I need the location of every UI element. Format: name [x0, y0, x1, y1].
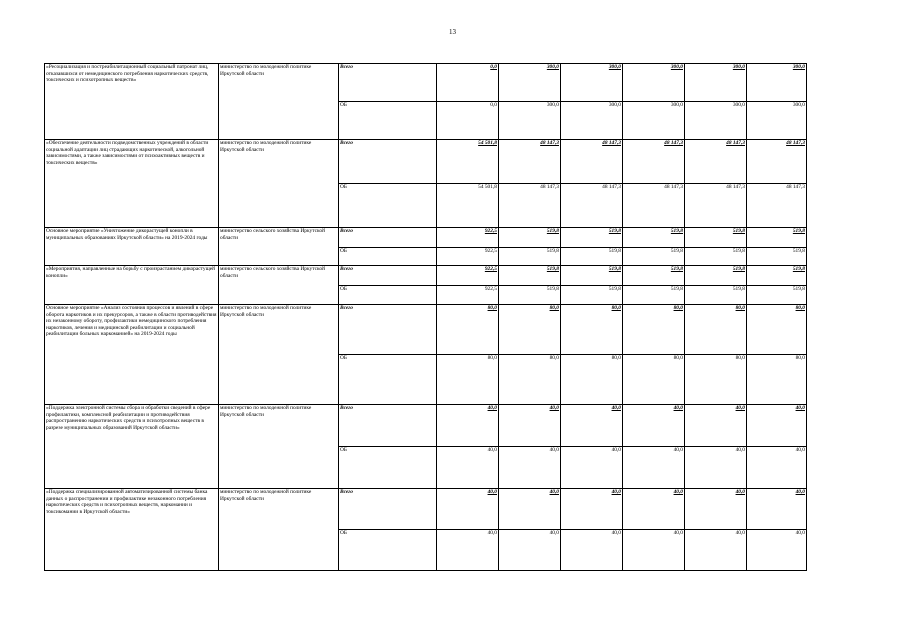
total-amount-cell: 80,0 [437, 305, 499, 355]
funding-source-ob-label: ОБ [339, 184, 437, 228]
ob-amount-cell: 80,0 [747, 355, 807, 405]
total-amount-cell: 48 147,3 [499, 140, 561, 184]
total-amount-cell: 519,8 [685, 228, 747, 248]
total-amount-cell: 40,0 [623, 405, 685, 447]
table-row [45, 305, 807, 355]
funding-source-ob-label: ОБ [339, 447, 437, 489]
total-amount-cell: 922,5 [437, 228, 499, 248]
total-amount-cell: 40,0 [685, 405, 747, 447]
total-amount-cell: 48 147,3 [685, 140, 747, 184]
ob-amount-cell: 48 147,3 [499, 184, 561, 228]
total-amount-cell: 80,0 [747, 305, 807, 355]
funding-source-ob-label: ОБ [339, 355, 437, 405]
ob-amount-cell: 80,0 [623, 355, 685, 405]
activity-name: Основное мероприятие «Анализ состояния процессов и явлений в сфере оборота наркотиков и их прекурсоров, а также в области противодействия их незаконному обороту, профилактики немедицинского потребления наркотиков, лечения и медицинской реабилитации и социальной реабилитации больных наркоманией» на 2019-2024 годы [45, 305, 219, 405]
ob-amount-cell: 40,0 [623, 530, 685, 571]
total-amount-cell: 40,0 [747, 405, 807, 447]
total-amount-cell: 54 501,8 [437, 140, 499, 184]
responsible-executor: министерство по молодежной политике Иркутской области [219, 489, 339, 571]
ob-amount-cell: 48 147,3 [685, 184, 747, 228]
ob-amount-cell: 40,0 [747, 530, 807, 571]
ob-amount-cell: 0,0 [437, 102, 499, 140]
ob-amount-cell: 40,0 [747, 447, 807, 489]
funding-source-total-label: Всего [339, 64, 437, 102]
ob-amount-cell: 519,8 [685, 248, 747, 266]
total-amount-cell: 40,0 [561, 489, 623, 530]
funding-source-total-label: Всего [339, 140, 437, 184]
activity-name: «Мероприятия, направленные на борьбу с произрастанием дикорастущей конопли» [45, 266, 219, 305]
ob-amount-cell: 48 147,3 [623, 184, 685, 228]
funding-source-ob-label: ОБ [339, 102, 437, 140]
ob-amount-cell: 519,8 [499, 286, 561, 305]
total-amount-cell: 519,8 [561, 228, 623, 248]
total-amount-cell: 519,8 [685, 266, 747, 286]
total-amount-cell: 40,0 [437, 405, 499, 447]
ob-amount-cell: 519,8 [623, 248, 685, 266]
responsible-executor: министерство по молодежной политике Иркутской области [219, 140, 339, 228]
ob-amount-cell: 40,0 [623, 447, 685, 489]
page-number: 13 [449, 28, 456, 36]
total-amount-cell: 40,0 [685, 489, 747, 530]
activity-name: Основное мероприятие «Уничтожение дикорастущей конопли в муниципальных образованиях Иркутской области» на 2019-2024 годы [45, 228, 219, 266]
funding-source-total-label: Всего [339, 489, 437, 530]
ob-amount-cell: 519,8 [747, 248, 807, 266]
funding-source-total-label: Всего [339, 266, 437, 286]
total-amount-cell: 40,0 [499, 405, 561, 447]
total-amount-cell: 519,8 [623, 266, 685, 286]
responsible-executor: министерство по молодежной политике Иркутской области [219, 305, 339, 405]
total-amount-cell: 80,0 [499, 305, 561, 355]
ob-amount-cell: 300,0 [685, 102, 747, 140]
total-amount-cell: 300,0 [499, 64, 561, 102]
ob-amount-cell: 300,0 [623, 102, 685, 140]
total-amount-cell: 519,8 [499, 228, 561, 248]
total-amount-cell: 519,8 [499, 266, 561, 286]
ob-amount-cell: 40,0 [561, 530, 623, 571]
ob-amount-cell: 300,0 [499, 102, 561, 140]
ob-amount-cell: 922,5 [437, 286, 499, 305]
budget-table [44, 63, 807, 571]
ob-amount-cell: 40,0 [437, 530, 499, 571]
ob-amount-cell: 40,0 [685, 447, 747, 489]
total-amount-cell: 922,5 [437, 266, 499, 286]
ob-amount-cell: 40,0 [437, 447, 499, 489]
ob-amount-cell: 40,0 [685, 530, 747, 571]
total-amount-cell: 300,0 [685, 64, 747, 102]
ob-amount-cell: 80,0 [561, 355, 623, 405]
funding-source-ob-label: ОБ [339, 530, 437, 571]
ob-amount-cell: 80,0 [685, 355, 747, 405]
ob-amount-cell: 519,8 [623, 286, 685, 305]
total-amount-cell: 80,0 [623, 305, 685, 355]
total-amount-cell: 300,0 [561, 64, 623, 102]
ob-amount-cell: 40,0 [499, 530, 561, 571]
ob-amount-cell: 80,0 [499, 355, 561, 405]
ob-amount-cell: 519,8 [747, 286, 807, 305]
total-amount-cell: 80,0 [561, 305, 623, 355]
total-amount-cell: 519,8 [561, 266, 623, 286]
responsible-executor: министерство сельского хозяйства Иркутской области [219, 228, 339, 266]
table-row [45, 405, 807, 447]
total-amount-cell: 48 147,3 [747, 140, 807, 184]
ob-amount-cell: 300,0 [747, 102, 807, 140]
responsible-executor: министерство сельского хозяйства Иркутской области [219, 266, 339, 305]
total-amount-cell: 300,0 [747, 64, 807, 102]
total-amount-cell: 40,0 [499, 489, 561, 530]
ob-amount-cell: 40,0 [499, 447, 561, 489]
table-row [45, 64, 807, 102]
ob-amount-cell: 519,8 [561, 286, 623, 305]
responsible-executor: министерство по молодежной политике Иркутской области [219, 64, 339, 140]
total-amount-cell: 0,0 [437, 64, 499, 102]
responsible-executor: министерство по молодежной политике Иркутской области [219, 405, 339, 489]
ob-amount-cell: 48 147,3 [747, 184, 807, 228]
ob-amount-cell: 519,8 [561, 248, 623, 266]
funding-source-total-label: Всего [339, 305, 437, 355]
ob-amount-cell: 519,8 [499, 248, 561, 266]
ob-amount-cell: 300,0 [561, 102, 623, 140]
total-amount-cell: 519,8 [623, 228, 685, 248]
ob-amount-cell: 519,8 [685, 286, 747, 305]
funding-source-total-label: Всего [339, 405, 437, 447]
total-amount-cell: 48 147,3 [561, 140, 623, 184]
total-amount-cell: 80,0 [685, 305, 747, 355]
ob-amount-cell: 40,0 [561, 447, 623, 489]
ob-amount-cell: 48 147,3 [561, 184, 623, 228]
table-row [45, 266, 807, 286]
activity-name: «Поддержка специализированной автоматизированной системы банка данных о распространении и профилактике незаконного потребления наркотических средств и психотропных веществ, наркомании и токсикомании в Иркутской области» [45, 489, 219, 571]
total-amount-cell: 300,0 [623, 64, 685, 102]
total-amount-cell: 48 147,3 [623, 140, 685, 184]
table-row [45, 228, 807, 248]
ob-amount-cell: 54 501,8 [437, 184, 499, 228]
total-amount-cell: 40,0 [747, 489, 807, 530]
activity-name: «Ресоциализация и постреабилитационный социальный патронат лиц, отказавшихся от немедицинского потребления наркотических средств, токсических и психотропных веществ» [45, 64, 219, 140]
funding-source-ob-label: ОБ [339, 286, 437, 305]
total-amount-cell: 40,0 [561, 405, 623, 447]
table-row [45, 489, 807, 530]
activity-name: «Обеспечение деятельности подведомственных учреждений в области социальной адаптации лиц страдающих наркотической, алкогольной зависимостями, а также зависимостями от психоактивных веществ и токсических веществ» [45, 140, 219, 228]
table-row [45, 140, 807, 184]
ob-amount-cell: 80,0 [437, 355, 499, 405]
funding-source-ob-label: ОБ [339, 248, 437, 266]
total-amount-cell: 519,8 [747, 266, 807, 286]
ob-amount-cell: 922,5 [437, 248, 499, 266]
funding-source-total-label: Всего [339, 228, 437, 248]
total-amount-cell: 40,0 [437, 489, 499, 530]
total-amount-cell: 40,0 [623, 489, 685, 530]
total-amount-cell: 519,8 [747, 228, 807, 248]
activity-name: «Поддержка электронной системы сбора и обработки сведений в сфере профилактики, комплексной реабилитации и противодействия распространению наркотических средств и психотропных веществ в разрезе муниципальных образований Иркутской области» [45, 405, 219, 489]
